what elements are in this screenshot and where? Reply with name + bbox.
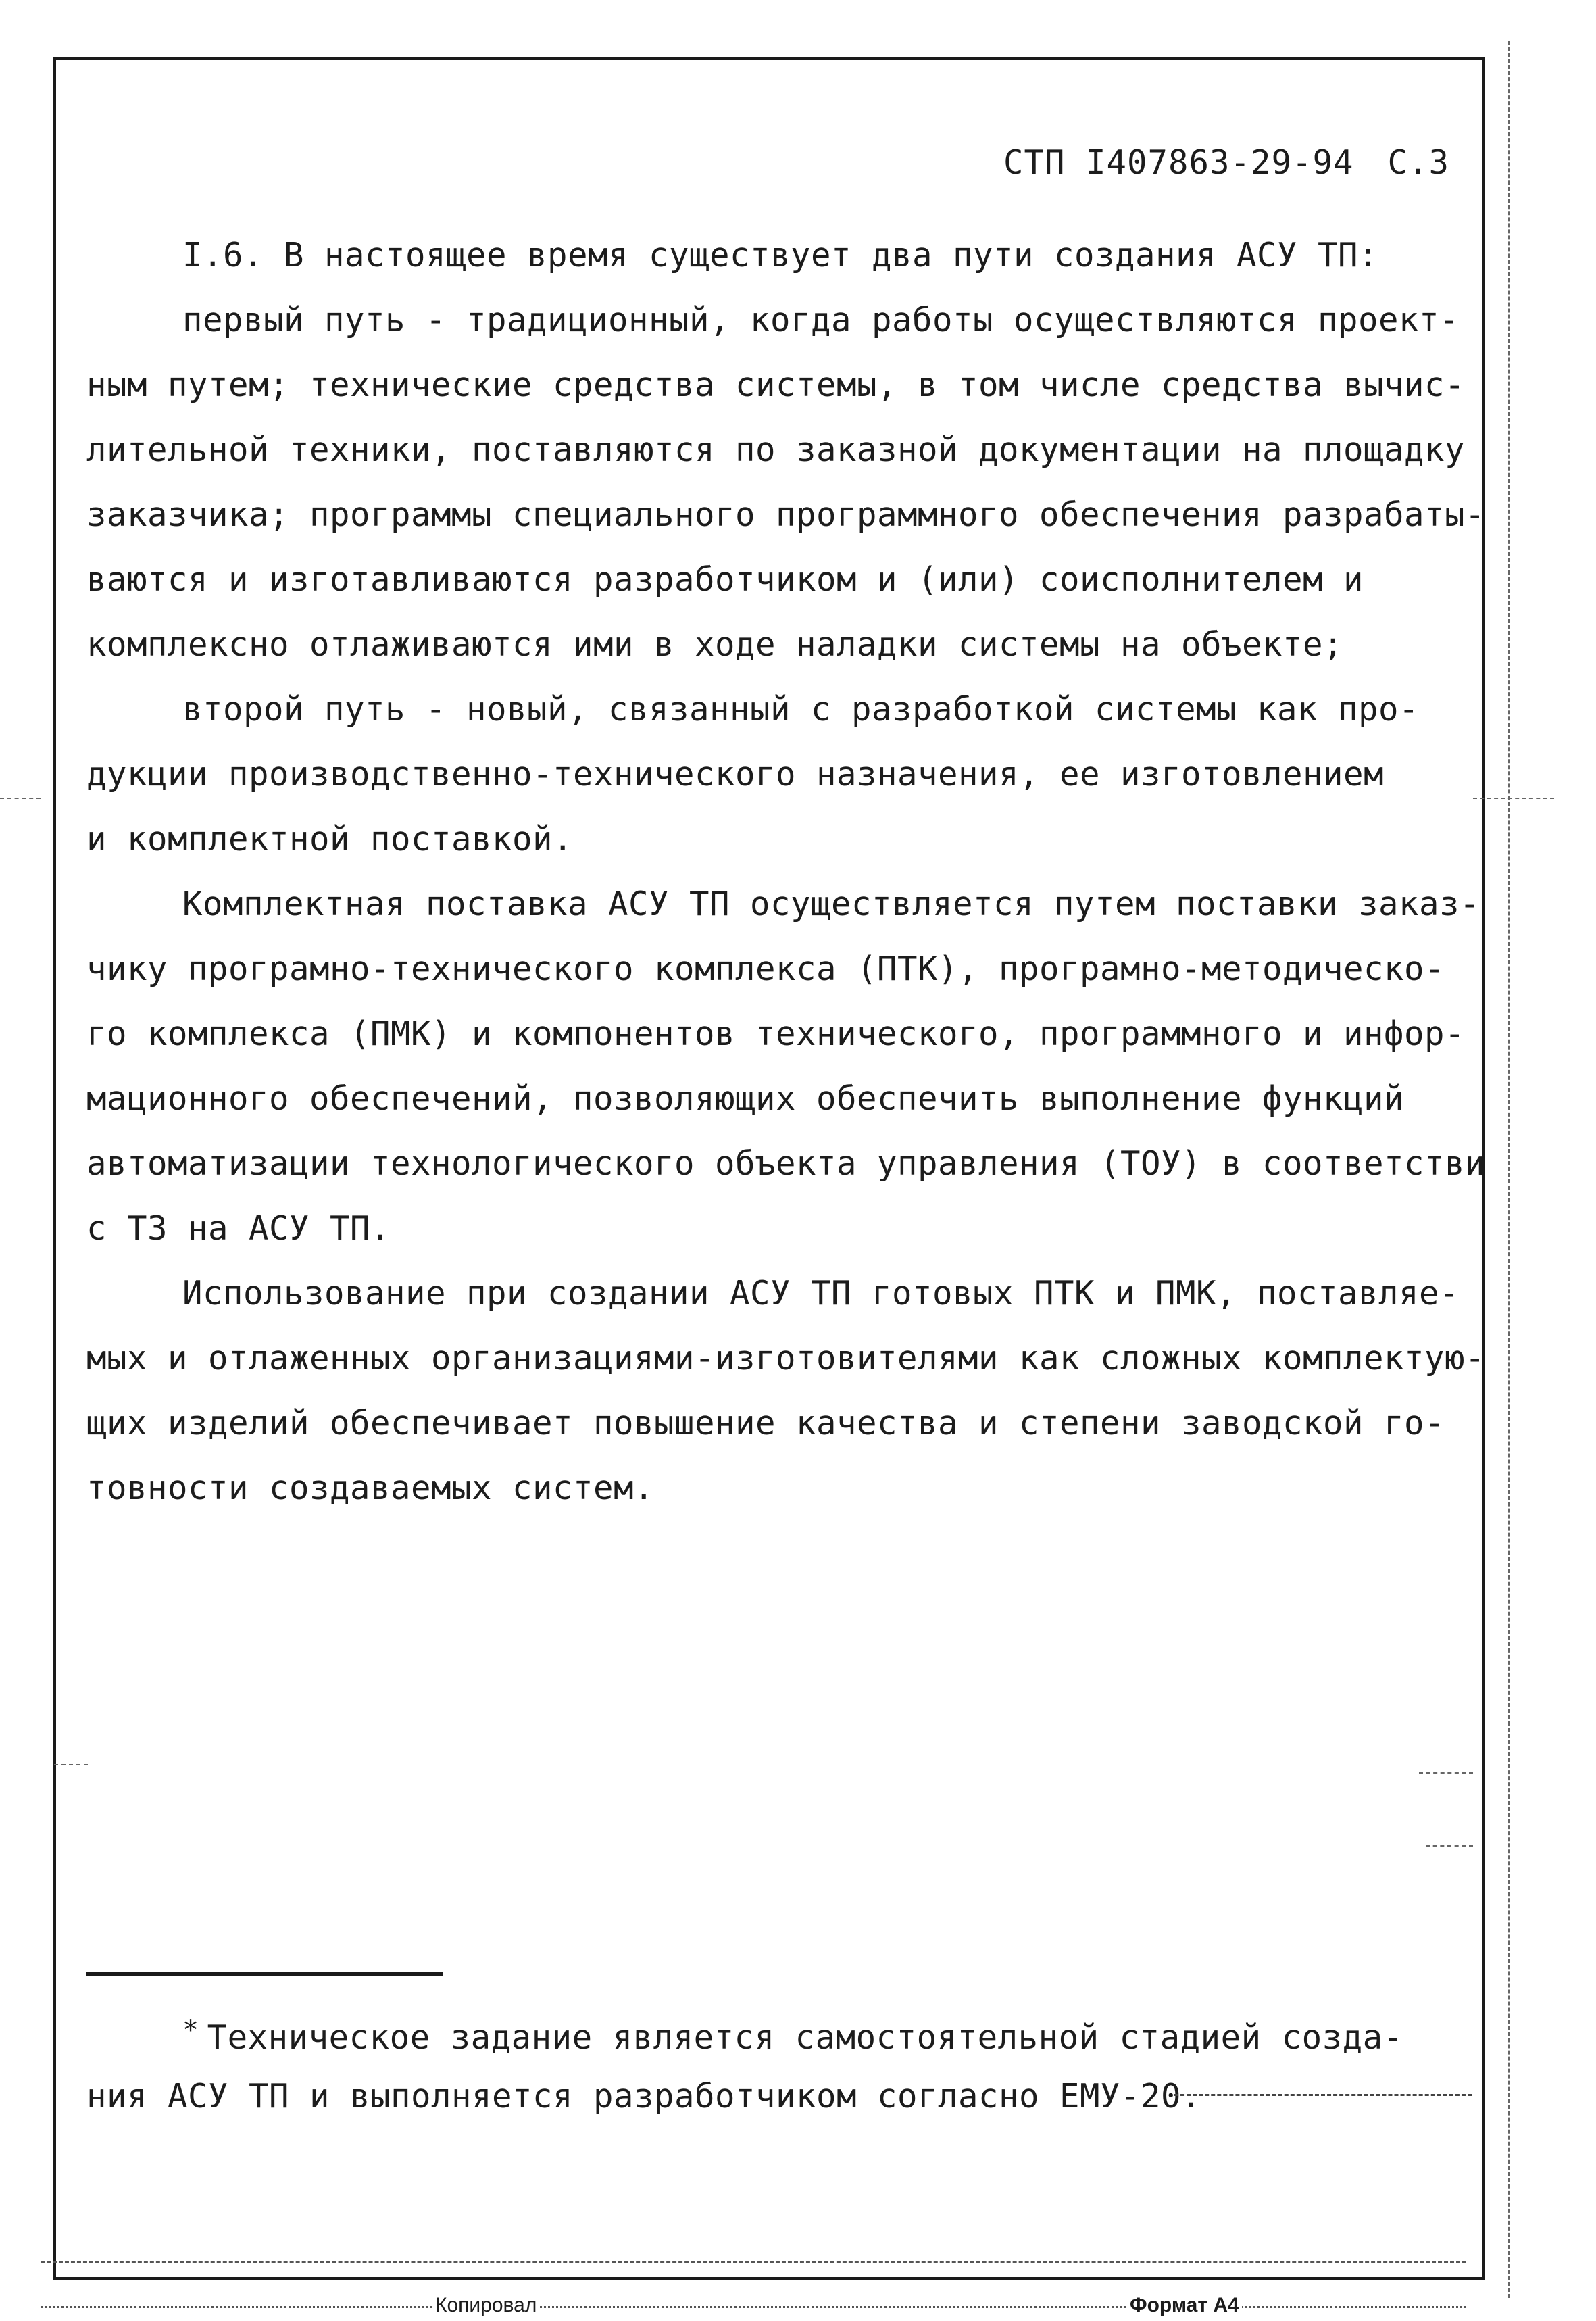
edge-mark — [54, 1764, 88, 1765]
body-line: Комплектная поставка АСУ ТП осуществляется путем поставки заказ- — [182, 885, 1480, 923]
body-line: первый путь - традиционный, когда работы осуществляются проект- — [182, 301, 1460, 339]
footnote-text-2: ния АСУ ТП и выполняется разработчиком согласно ЕМУ-20. — [86, 2077, 1202, 2116]
footnote-line-2 — [86, 2063, 1475, 2130]
edge-mark — [1508, 41, 1510, 2298]
body-line: щих изделий обеспечивает повышение качества и степени заводской го- — [86, 1404, 1445, 1442]
footnote-dash-line — [1174, 2094, 1472, 2096]
body-line: Использование при создании АСУ ТП готовых ПТК и ПМК, поставляе- — [182, 1274, 1460, 1313]
footnote-line-1 — [86, 1997, 1475, 2063]
body-line: чику програмно-технического комплекса (ПТК), програмно-методическо- — [86, 950, 1445, 988]
bottom-scan-line — [41, 2261, 1466, 2263]
body-line: и комплектной поставкой. — [86, 820, 574, 858]
body-line: ваются и изготавливаются разработчиком и (или) соисполнителем и — [86, 560, 1364, 599]
body-line: второй путь - новый, связанный с разработкой системы как про- — [182, 690, 1420, 729]
body-text — [86, 223, 1486, 1521]
body-line: комплексно отлаживаются ими в ходе наладки системы на объекте; — [86, 625, 1344, 664]
edge-mark — [1426, 1845, 1473, 1847]
edge-mark — [1419, 1772, 1473, 1774]
body-line: автоматизации технологического объекта управления (ТОУ) в соответстви — [86, 1144, 1486, 1183]
body-line: I.6. В настоящее время существует два пути создания АСУ ТП: — [182, 236, 1379, 274]
bottom-scan-line-2 — [41, 2306, 1466, 2308]
page-number: С.3 — [1387, 143, 1449, 182]
document-header — [1003, 143, 1449, 182]
body-line: заказчика; программы специального программного обеспечения разрабаты- — [86, 495, 1486, 534]
edge-mark — [0, 798, 41, 799]
footnote-rule — [86, 1972, 443, 1976]
body-line: го комплекса (ПМК) и компонентов технического, программного и инфор- — [86, 1015, 1466, 1053]
footnote-mark: * — [182, 2015, 199, 2046]
edge-mark — [1473, 798, 1554, 799]
body-line: дукции производственно-технического назначения, ее изготовлением — [86, 755, 1385, 793]
body-line: мых и отлаженных организациями-изготовителями как сложных комплектую- — [86, 1339, 1486, 1377]
footnote — [86, 1997, 1475, 2130]
body-line: с ТЗ на АСУ ТП. — [86, 1209, 391, 1248]
body-line: товности создаваемых систем. — [86, 1469, 655, 1507]
body-line: ным путем; технические средства системы, в том числе средства вычис- — [86, 366, 1466, 404]
format-label: Формат А4 — [1127, 2294, 1242, 2317]
body-line: мационного обеспечений, позволяющих обеспечить выполнение функций — [86, 1079, 1405, 1118]
copied-label: Копировал — [432, 2294, 539, 2317]
document-code: СТП I407863-29-94 — [1003, 143, 1354, 182]
body-line: лительной техники, поставляются по заказной документации на площадку — [86, 431, 1466, 469]
footnote-text-1: Техническое задание является самостоятельной стадией созда- — [207, 2018, 1403, 2057]
